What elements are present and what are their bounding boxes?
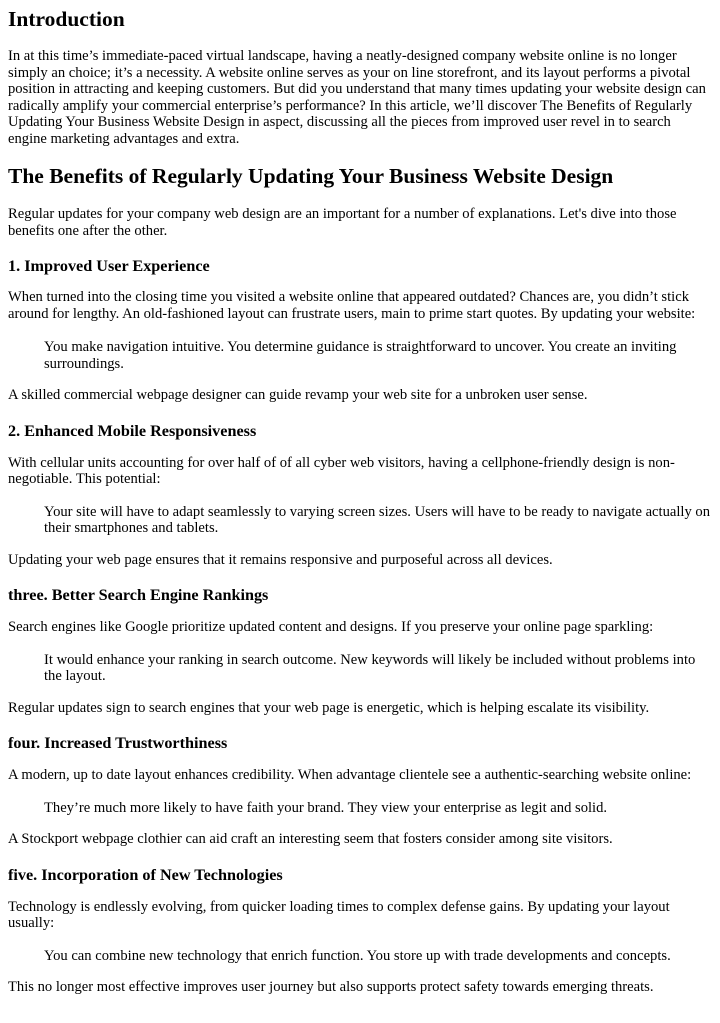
article xyxy=(0,6,720,996)
section-quote: They’re much more likely to have faith your brand. They view your enterprise as legit and solid. xyxy=(44,799,608,816)
benefits-paragraph: Regular updates for your company web design are an important for a number of explanations. Let's dive into those benefits one after the other. xyxy=(8,206,677,239)
section-paragraph: When turned into the closing time you visited a website online that appeared outdated? Chances are, you didn’t stick around for lengthy. An old-fashioned layout can frustrate users, main to prime start quotes. By updating your website: xyxy=(8,289,696,322)
section-paragraph: Search engines like Google prioritize updated content and designs. If you preserve your online page sparkling: xyxy=(8,619,654,635)
section-new-technologies xyxy=(8,865,713,996)
intro-heading: Introduction xyxy=(8,7,125,31)
section-paragraph: A modern, up to date layout enhances credibility. When advantage clientele see a authentic-searching website online: xyxy=(8,767,692,783)
section-quote: You can combine new technology that enrich function. You store up with trade developments and concepts. xyxy=(44,947,671,964)
section-closing-paragraph: A Stockport webpage clothier can aid craft an interesting seem that fosters consider among site visitors. xyxy=(8,831,613,847)
section-improved-user-experience xyxy=(8,256,713,404)
section-mobile-responsiveness xyxy=(8,421,713,569)
section-closing-paragraph: This no longer most effective improves user journey but also supports protect safety towards emerging threats. xyxy=(8,979,654,995)
section-closing-paragraph: Regular updates sign to search engines that your web page is energetic, which is helping escalate its visibility. xyxy=(8,699,650,716)
section-quote: You make navigation intuitive. You determine guidance is straightforward to uncover. You create an inviting surroundings. xyxy=(44,339,677,372)
section-closing-paragraph: Updating your web page ensures that it remains responsive and purposeful across all devices. xyxy=(8,551,553,568)
section-closing-paragraph: A skilled commercial webpage designer can guide revamp your web site for a unbroken user sense. xyxy=(8,387,588,403)
section-heading: 2. Enhanced Mobile Responsiveness xyxy=(8,421,257,440)
section-trustworthiness xyxy=(8,733,713,848)
section-heading: three. Better Search Engine Rankings xyxy=(8,586,269,604)
section-quote: It would enhance your ranking in search outcome. New keywords will likely be included without problems into the layout. xyxy=(44,651,696,684)
section-paragraph: With cellular units accounting for over half of of all cyber web visitors, having a cellphone-friendly design is non-negotiable. This potential: xyxy=(8,454,675,487)
benefits-heading: The Benefits of Regularly Updating Your Business Website Design xyxy=(8,164,614,188)
section-quote: Your site will have to adapt seamlessly to varying screen sizes. Users will have to be ready to navigate actually on their smartphones and tablets. xyxy=(44,503,711,536)
section-paragraph: Technology is endlessly evolving, from quicker loading times to complex defense gains. By updating your layout usually: xyxy=(8,898,670,931)
section-heading: 1. Improved User Experience xyxy=(8,257,210,275)
section-search-engine-rankings xyxy=(8,585,713,716)
section-heading: five. Incorporation of New Technologies xyxy=(8,865,283,884)
section-heading: four. Increased Trustworthiness xyxy=(8,734,228,752)
intro-paragraph: In at this time’s immediate-paced virtual landscape, having a neatly-designed company website online is no longer simply an choice; it’s a necessity. A website online serves as your on line storefront, and its layout performs a pivotal position in attracting and keeping customers. But did you understand that many times updating your website design can radically amplify your commercial enterprise’s performance? In this article, we’ll discover The Benefits of Regularly Updating Your Business Website Design in aspect, discussing all the pieces from improved user revel in to search engine marketing advantages and extra. xyxy=(8,48,706,147)
